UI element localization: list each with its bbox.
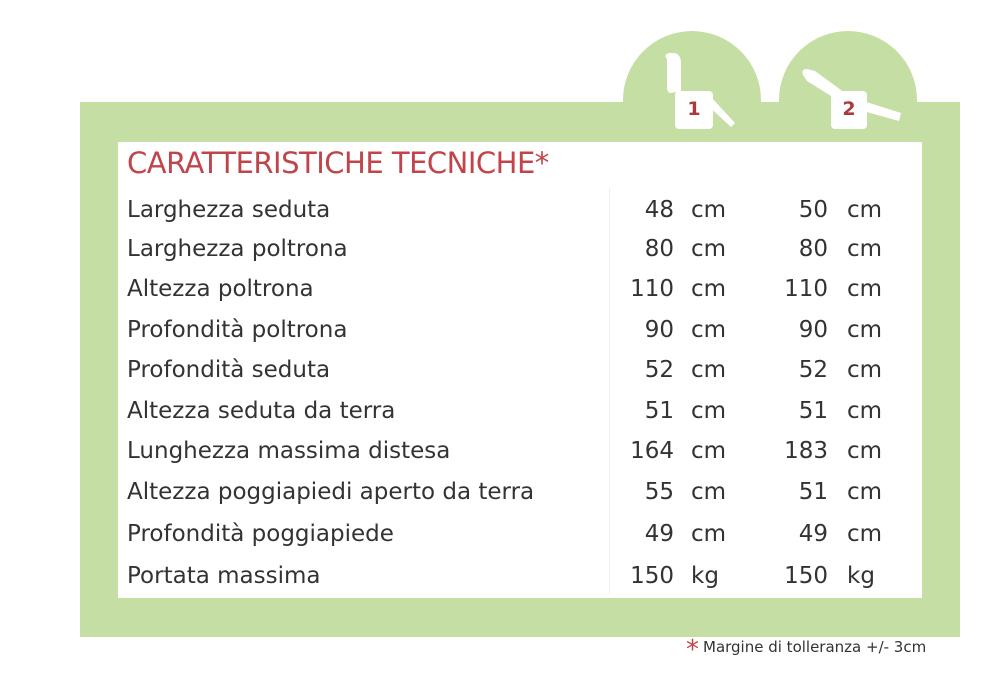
model-1-unit: cm bbox=[691, 521, 727, 547]
model-2-unit: cm bbox=[847, 276, 883, 302]
model-1-value: 48 bbox=[644, 197, 674, 223]
model-1-value: 51 bbox=[644, 398, 674, 424]
model-1-value: 80 bbox=[644, 236, 674, 262]
model-2-unit: cm bbox=[847, 398, 883, 424]
model-2-unit: cm bbox=[847, 357, 883, 383]
model-1-value: 49 bbox=[644, 521, 674, 547]
row-label: Profondità poggiapiede bbox=[127, 521, 394, 547]
model-1-unit: cm bbox=[691, 317, 727, 343]
model-1-value: 164 bbox=[630, 438, 674, 464]
footnote bbox=[686, 635, 926, 665]
model-2-unit: cm bbox=[847, 479, 883, 505]
model-2-value: 150 bbox=[784, 563, 828, 589]
model-1-unit: cm bbox=[691, 276, 727, 302]
table-row bbox=[0, 311, 1000, 349]
model-2-value: 90 bbox=[798, 317, 828, 343]
table-row bbox=[0, 515, 1000, 553]
model-2-unit: cm bbox=[847, 236, 883, 262]
row-label: Larghezza seduta bbox=[127, 197, 331, 223]
model-1-value: 55 bbox=[644, 479, 674, 505]
table-row bbox=[0, 473, 1000, 511]
model-2-unit: kg bbox=[847, 563, 875, 589]
model-2-unit: cm bbox=[847, 317, 883, 343]
table-row bbox=[0, 270, 1000, 308]
model-2-value: 110 bbox=[784, 276, 828, 302]
model-1-unit: kg bbox=[691, 563, 719, 589]
model-1-unit: cm bbox=[691, 398, 727, 424]
row-label: Profondità seduta bbox=[127, 357, 331, 383]
model-2-value: 50 bbox=[798, 197, 828, 223]
table-row bbox=[0, 432, 1000, 470]
model-number: 2 bbox=[842, 98, 856, 120]
model-1-value: 110 bbox=[630, 276, 674, 302]
row-label: Portata massima bbox=[127, 563, 321, 589]
page-title: CARATTERISTICHE TECNICHE* bbox=[127, 146, 549, 180]
table-row bbox=[0, 191, 1000, 229]
table-row bbox=[0, 230, 1000, 268]
row-label: Altezza poggiapiedi aperto da terra bbox=[127, 479, 535, 505]
model-1-value: 90 bbox=[644, 317, 674, 343]
model-2-value: 49 bbox=[798, 521, 828, 547]
row-label: Profondità poltrona bbox=[127, 317, 348, 343]
model-2-value: 80 bbox=[798, 236, 828, 262]
footnote-text: Margine di tolleranza +/- 3cm bbox=[703, 638, 927, 656]
table-row bbox=[0, 557, 1000, 595]
table-row bbox=[0, 351, 1000, 389]
model-1-unit: cm bbox=[691, 479, 727, 505]
row-label: Larghezza poltrona bbox=[127, 236, 348, 262]
table-row bbox=[0, 392, 1000, 430]
row-label: Altezza poltrona bbox=[127, 276, 314, 302]
footnote-asterisk: * bbox=[686, 635, 699, 665]
model-1-value: 150 bbox=[630, 563, 674, 589]
model-1-unit: cm bbox=[691, 357, 727, 383]
row-label: Altezza seduta da terra bbox=[127, 398, 396, 424]
model-number: 1 bbox=[687, 98, 701, 120]
model-2-unit: cm bbox=[847, 521, 883, 547]
model-1-unit: cm bbox=[691, 236, 727, 262]
model-2-value: 51 bbox=[798, 479, 828, 505]
model-1-unit: cm bbox=[691, 438, 727, 464]
model-2-value: 51 bbox=[798, 398, 828, 424]
model-2-value: 52 bbox=[798, 357, 828, 383]
model-2-unit: cm bbox=[847, 197, 883, 223]
model-2-value: 183 bbox=[784, 438, 828, 464]
model-1-value: 52 bbox=[644, 357, 674, 383]
row-label: Lunghezza massima distesa bbox=[127, 438, 451, 464]
model-1-unit: cm bbox=[691, 197, 727, 223]
model-2-unit: cm bbox=[847, 438, 883, 464]
